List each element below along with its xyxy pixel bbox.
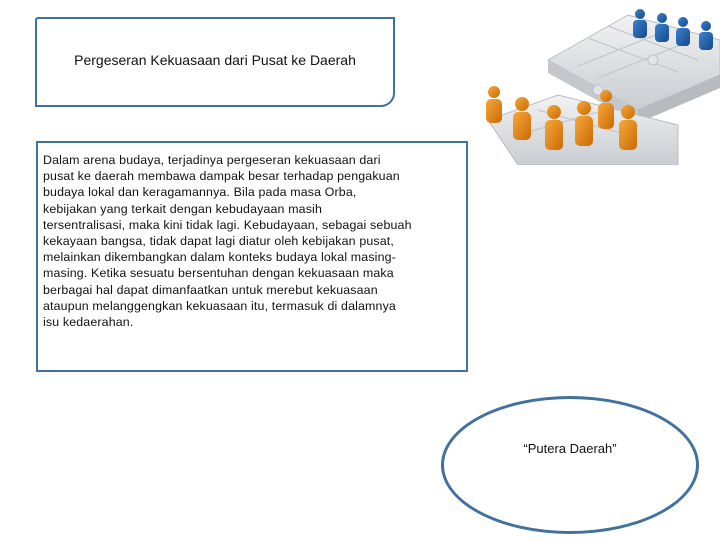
body-line: berbagai hal dapat dimanfaatkan untuk merebut kekuasaan [43,282,378,297]
title-box [35,17,395,107]
body-line: Dalam arena budaya, terjadinya pergeseran kekuasaan dari [43,153,381,167]
body-line: ataupun melanggengkan kekuasaan itu, termasuk di dalamnya [43,298,396,313]
body-line: melainkan dikembangkan dalam konteks budaya lokal masing- [43,250,396,265]
putera-daerah-oval [441,396,699,534]
body-line: pusat ke daerah membawa dampak besar terhadap pengakuan [43,169,400,184]
body-line: kebijakan yang terkait dengan kebudayaan masih [43,201,322,216]
page-title: Pergeseran Kekuasaan dari Pusat ke Daerah [74,52,356,68]
body-text-box [36,141,468,372]
body-paragraph [43,152,460,330]
people-on-puzzle-icon [478,0,720,165]
body-line: isu kedaerahan. [43,315,134,330]
oval-label: “Putera Daerah” [523,441,617,456]
body-line: budaya lokal dan keragamannya. Bila pada masa Orba, [43,185,357,200]
body-line: masing. Ketika sesuatu bersentuhan dengan kekuasaan maka [43,266,394,281]
body-line: kekayaan bangsa, tidak dapat lagi diatur oleh kebijakan pusat, [43,234,394,249]
body-line: tersentralisasi, maka kini tidak lagi. Kebudayaan, sebagai sebuah [43,217,412,232]
